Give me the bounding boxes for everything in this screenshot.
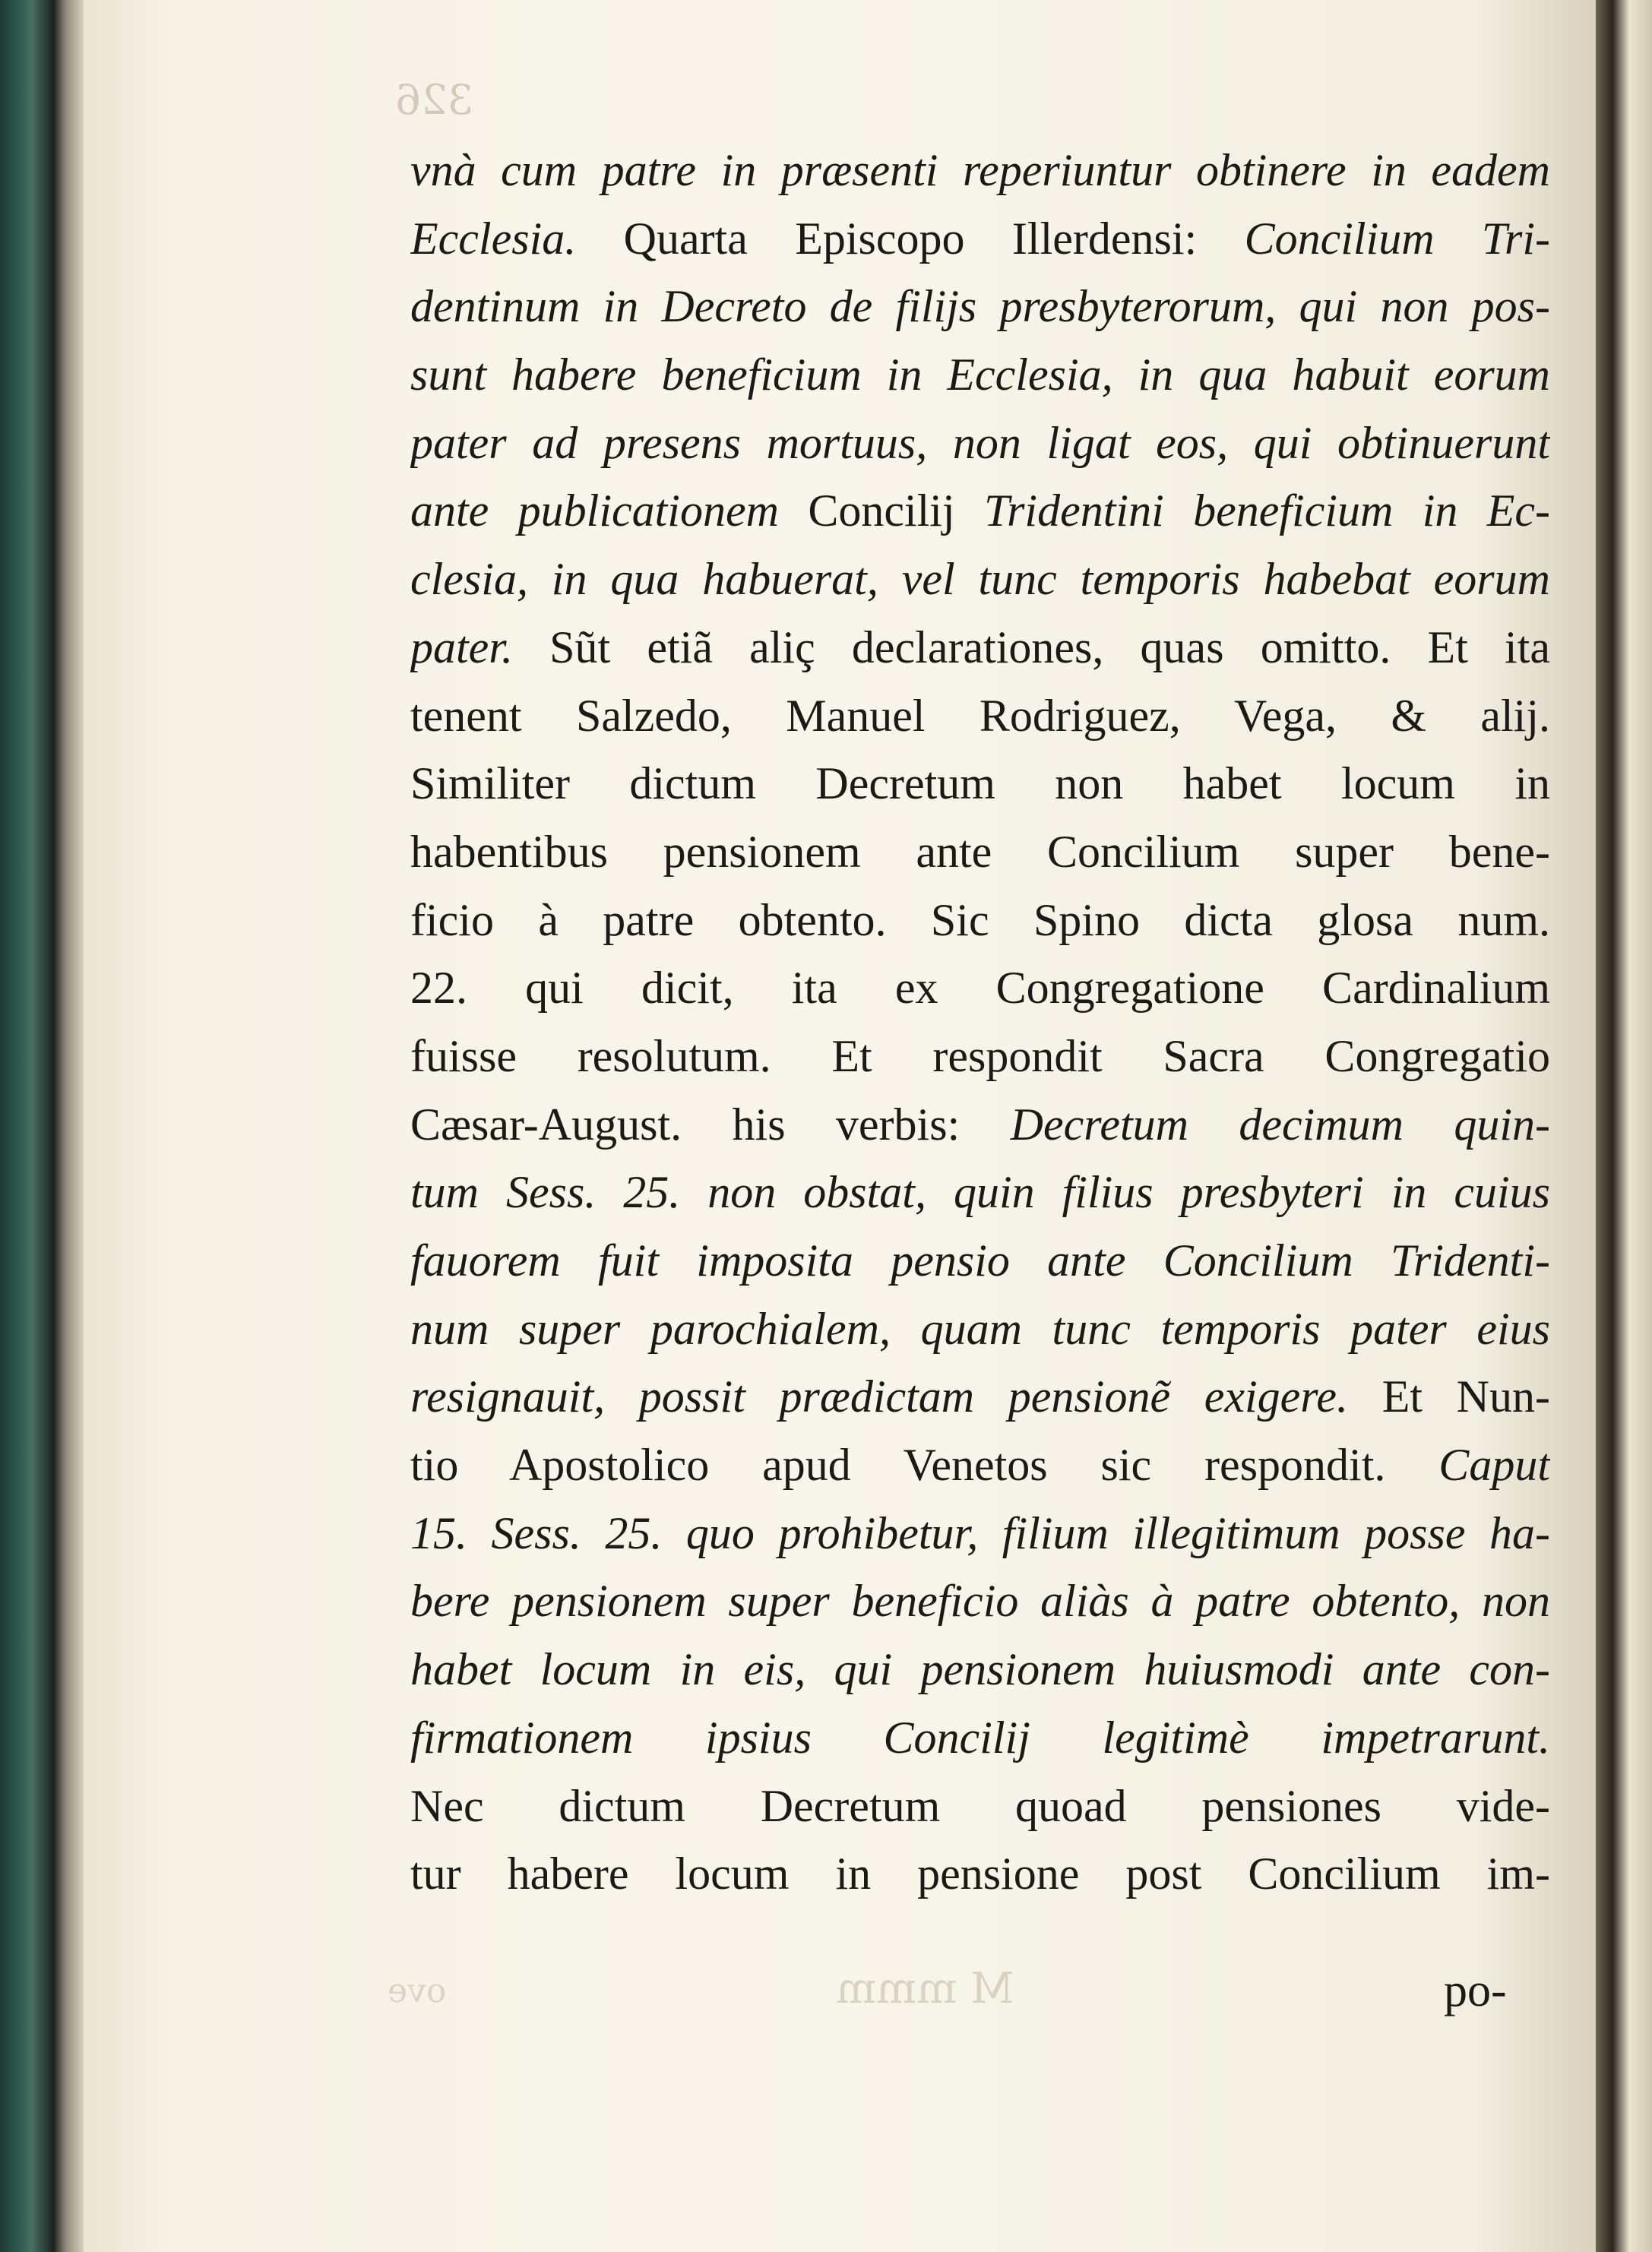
text-line: [410, 273, 1550, 341]
text-line: [410, 137, 1550, 205]
italic-run: ante publicationem: [410, 486, 809, 536]
roman-run: Cæsar-August. his verbis:: [410, 1099, 1011, 1150]
italic-run: dentinum in Decreto de filijs presbyterorum, qui non pos-: [410, 281, 1550, 332]
text-line: [410, 1295, 1550, 1364]
text-line: [410, 1704, 1550, 1773]
italic-run: Concilium Tri-: [1244, 213, 1550, 264]
text-line: [410, 887, 1550, 955]
italic-run: habet locum in eis, qui pensionem huiusmodi ante con-: [410, 1644, 1550, 1695]
catchword: po-: [1444, 1965, 1507, 2016]
italic-run: 15. Sess. 25. quo prohibetur, filium illegitimum posse ha-: [410, 1507, 1550, 1558]
text-line: [410, 1840, 1550, 1909]
text-line: [410, 546, 1550, 614]
roman-run: Quarta Episcopo Illerdensi:: [576, 213, 1245, 264]
text-line: [410, 1431, 1550, 1500]
text-line: [410, 1363, 1550, 1431]
roman-run: ficio à patre obtento. Sic Spino dicta glosa num.: [410, 894, 1550, 945]
italic-run: firmationem ipsius Concilij legitimè impetrarunt.: [410, 1712, 1550, 1763]
italic-run: pater.: [410, 622, 513, 672]
italic-run: Tridentini beneficium in Ec-: [984, 486, 1550, 536]
text-line: [410, 1023, 1550, 1091]
text-line: [410, 954, 1550, 1023]
roman-run: Concilij: [808, 486, 985, 536]
page-fore-edge: [53, 0, 84, 2252]
text-line: [410, 1773, 1550, 1841]
show-through-signature: M mmm: [836, 1964, 1014, 2013]
italic-run: vnà cum patre in præsenti reperiuntur obtinere in eadem: [410, 145, 1550, 195]
text-line: [410, 614, 1550, 682]
italic-run: Decretum decimum quin-: [1010, 1099, 1550, 1150]
text-line: [410, 1500, 1550, 1568]
text-line: [410, 341, 1550, 410]
text-line: [410, 682, 1550, 751]
italic-run: clesia, in qua habuerat, vel tunc temporis habebat eorum: [410, 554, 1550, 605]
roman-run: tio Apostolico apud Venetos sic respondit.: [410, 1440, 1439, 1491]
text-line: [410, 1567, 1550, 1636]
book-gutter: [1596, 0, 1652, 2252]
italic-run: fauorem fuit imposita pensio ante Concilium Tridenti-: [410, 1235, 1550, 1286]
text-line: [410, 818, 1550, 887]
roman-run: fuisse resolutum. Et respondit Sacra Congregatio: [410, 1030, 1550, 1081]
roman-run: Sũt etiã aliç declarationes, quas omitto. Et ita: [513, 622, 1550, 672]
roman-run: Et Nun-: [1348, 1371, 1550, 1422]
text-line: [410, 1091, 1550, 1159]
roman-run: tenent Salzedo, Manuel Rodriguez, Vega, & alij.: [410, 690, 1550, 741]
text-line: [410, 1227, 1550, 1295]
show-through-mark: ove: [388, 1972, 447, 2010]
text-line: [410, 750, 1550, 818]
italic-run: Caput: [1438, 1440, 1550, 1491]
body-text: [410, 137, 1550, 1909]
roman-run: tur habere locum in pensione post Concilium im-: [410, 1849, 1550, 1899]
book-cover-edge: [0, 0, 53, 2252]
text-line: [410, 205, 1550, 274]
italic-run: sunt habere beneficium in Ecclesia, in qua habuit eorum: [410, 350, 1550, 400]
italic-run: tum Sess. 25. non obstat, quin filius presbyteri in cuius: [410, 1167, 1550, 1218]
italic-run: Ecclesia.: [410, 213, 577, 264]
roman-run: Similiter dictum Decretum non habet locum in: [410, 758, 1550, 809]
text-line: [410, 1636, 1550, 1704]
text-line: [410, 477, 1550, 546]
roman-run: 22. qui dicit, ita ex Congregatione Cardinalium: [410, 963, 1550, 1014]
italic-run: num super parochialem, quam tunc temporis pater eius: [410, 1303, 1550, 1354]
text-line: [410, 1159, 1550, 1227]
roman-run: Nec dictum Decretum quoad pensiones vide-: [410, 1780, 1550, 1831]
roman-run: habentibus pensionem ante Concilium super bene-: [410, 826, 1550, 877]
italic-run: bere pensionem super beneficio aliàs à patre obtento, non: [410, 1576, 1550, 1627]
italic-run: pater ad presens mortuus, non ligat eos, qui obtinuerunt: [410, 417, 1550, 468]
show-through-page-number: 326: [395, 76, 474, 124]
text-line: [410, 410, 1550, 478]
italic-run: resignauit, possit prædictam pensionẽ exigere.: [410, 1371, 1349, 1422]
